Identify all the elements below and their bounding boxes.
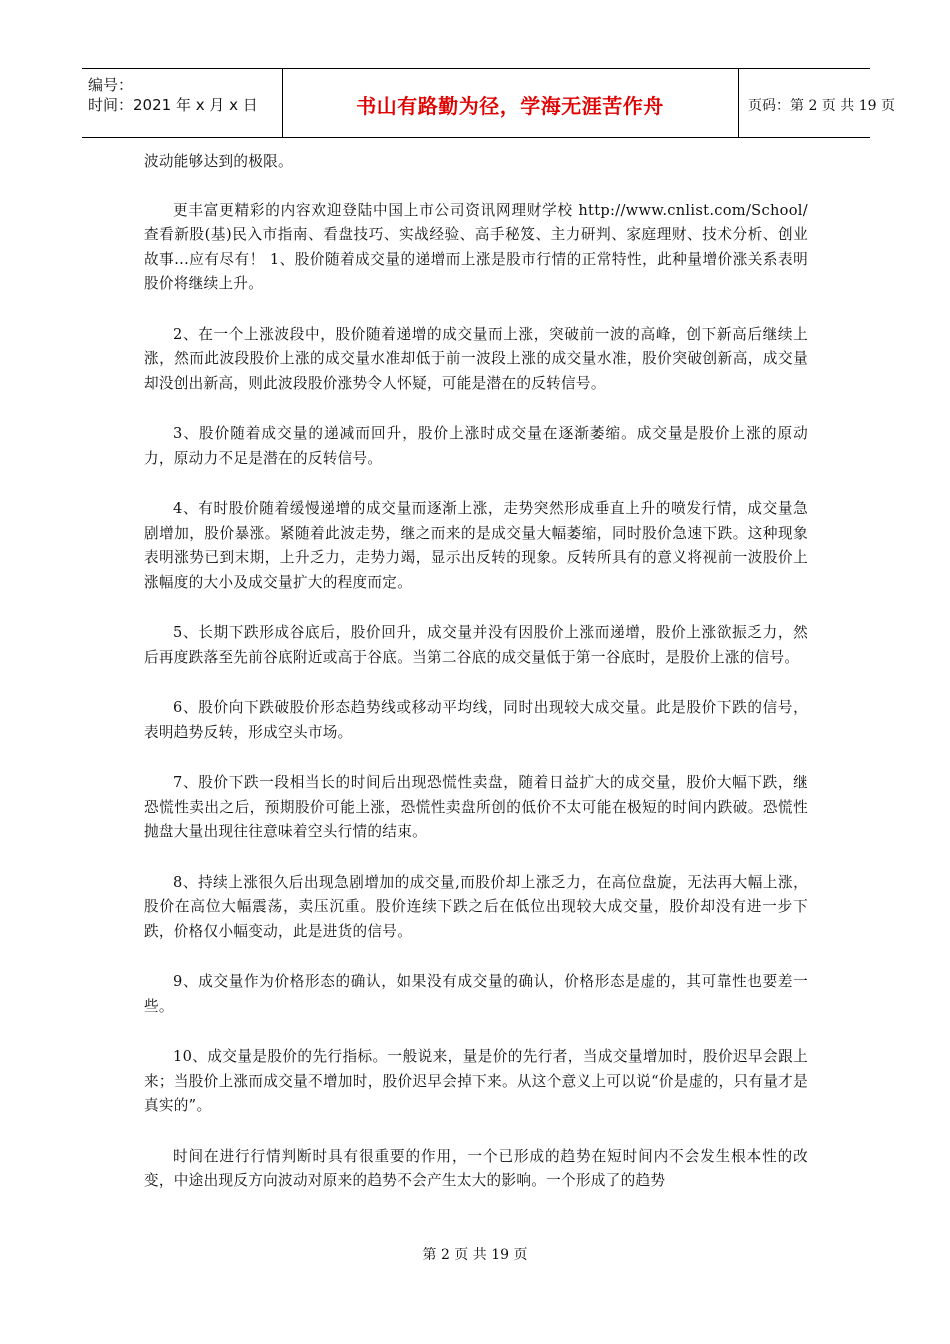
document-date: 时间：2021 年 x 月 x 日 bbox=[88, 96, 258, 114]
paragraph: 更丰富更精彩的内容欢迎登陆中国上市公司资讯网理财学校 http://www.cnlist.com/School/查看新股(基)民入市指南、看盘技巧、实战经验、高手秘笈、主力研判、家庭理财、技术分析、创业故事...应有尽有！ 1、股价随着成交量的递增而上涨是股市行情的正常特性，此种量增价涨关系表明股价将继续上升。 bbox=[144, 201, 808, 292]
paragraph: 2、在一个上涨波段中，股价随着递增的成交量而上涨，突破前一波的高峰，创下新高后继续上涨，然而此波段股价上涨的成交量水准却低于前一波段上涨的成交量水准，股价突破创新高，成交量却没创出新高，则此波段股价涨势令人怀疑，可能是潜在的反转信号。 bbox=[144, 325, 808, 392]
paragraph: 10、成交量是股价的先行指标。一般说来，量是价的先行者，当成交量增加时，股价迟早会跟上来；当股价上涨而成交量不增加时，股价迟早会掉下来。从这个意义上可以说“价是虚的，只有量才是真实的”。 bbox=[144, 1048, 808, 1114]
header-motto-cell bbox=[282, 69, 739, 137]
header-motto: 书山有路勤为径，学海无涯苦作舟 bbox=[356, 94, 664, 118]
page-header bbox=[82, 68, 895, 138]
paragraph: 6、股价向下跌破股价形态趋势线或移动平均线，同时出现较大成交量。此是股价下跌的信号，表明趋势反转，形成空头市场。 bbox=[144, 699, 808, 741]
paragraph: 4、有时股价随着缓慢递增的成交量而逐渐上涨，走势突然形成垂直上升的喷发行情，成交量急剧增加，股价暴涨。紧随着此波走势，继之而来的是成交量大幅萎缩，同时股价急速下跌。这种现象表明涨势已到末期，上升乏力，走势力竭，显示出反转的现象。反转所具有的意义将视前一波股价上涨幅度的大小及成交量扩大的程度而定。 bbox=[144, 500, 808, 591]
paragraph: 7、股价下跌一段相当长的时间后出现恐慌性卖盘，随着日益扩大的成交量，股价大幅下跌，继恐慌性卖出之后，预期股价可能上涨，恐慌性卖盘所创的低价不太可能在极短的时间内跌破。恐慌性抛盘大量出现往往意味着空头行情的结束。 bbox=[144, 774, 808, 840]
document-number-label: 编号： bbox=[88, 76, 134, 94]
header-page-cell bbox=[738, 69, 895, 137]
paragraph: 波动能够达到的极限。 bbox=[144, 153, 293, 170]
paragraph: 3、股价随着成交量的递减而回升，股价上涨时成交量在逐渐萎缩。成交量是股价上涨的原动力，原动力不足是潜在的反转信号。 bbox=[144, 425, 808, 467]
header-meta-cell bbox=[82, 69, 283, 137]
paragraph: 时间在进行行情判断时具有很重要的作用，一个已形成的趋势在短时间内不会发生根本性的改变，中途出现反方向波动对原来的趋势不会产生太大的影响。一个形成了的趋势 bbox=[144, 1147, 808, 1189]
paragraph: 9、成交量作为价格形态的确认，如果没有成交量的确认，价格形态是虚的，其可靠性也要差一些。 bbox=[144, 973, 808, 1015]
page-footer: 第 2 页 共 19 页 bbox=[422, 1247, 528, 1263]
paragraph: 5、长期下跌形成谷底后，股价回升，成交量并没有因股价上涨而递增，股价上涨欲振乏力，然后再度跌落至先前谷底附近或高于谷底。当第二谷底的成交量低于第一谷底时，是股价上涨的信号。 bbox=[144, 624, 808, 666]
document-body bbox=[144, 150, 808, 1220]
header-page-info: 页码：第 2 页 共 19 页 bbox=[748, 98, 895, 114]
paragraph: 8、持续上涨很久后出现急剧增加的成交量,而股价却上涨乏力，在高位盘旋，无法再大幅上涨，股价在高位大幅震荡，卖压沉重。股价连续下跌之后在低位出现较大成交量，股价却没有进一步下跌，价格仅小幅变动，此是进货的信号。 bbox=[144, 873, 808, 940]
